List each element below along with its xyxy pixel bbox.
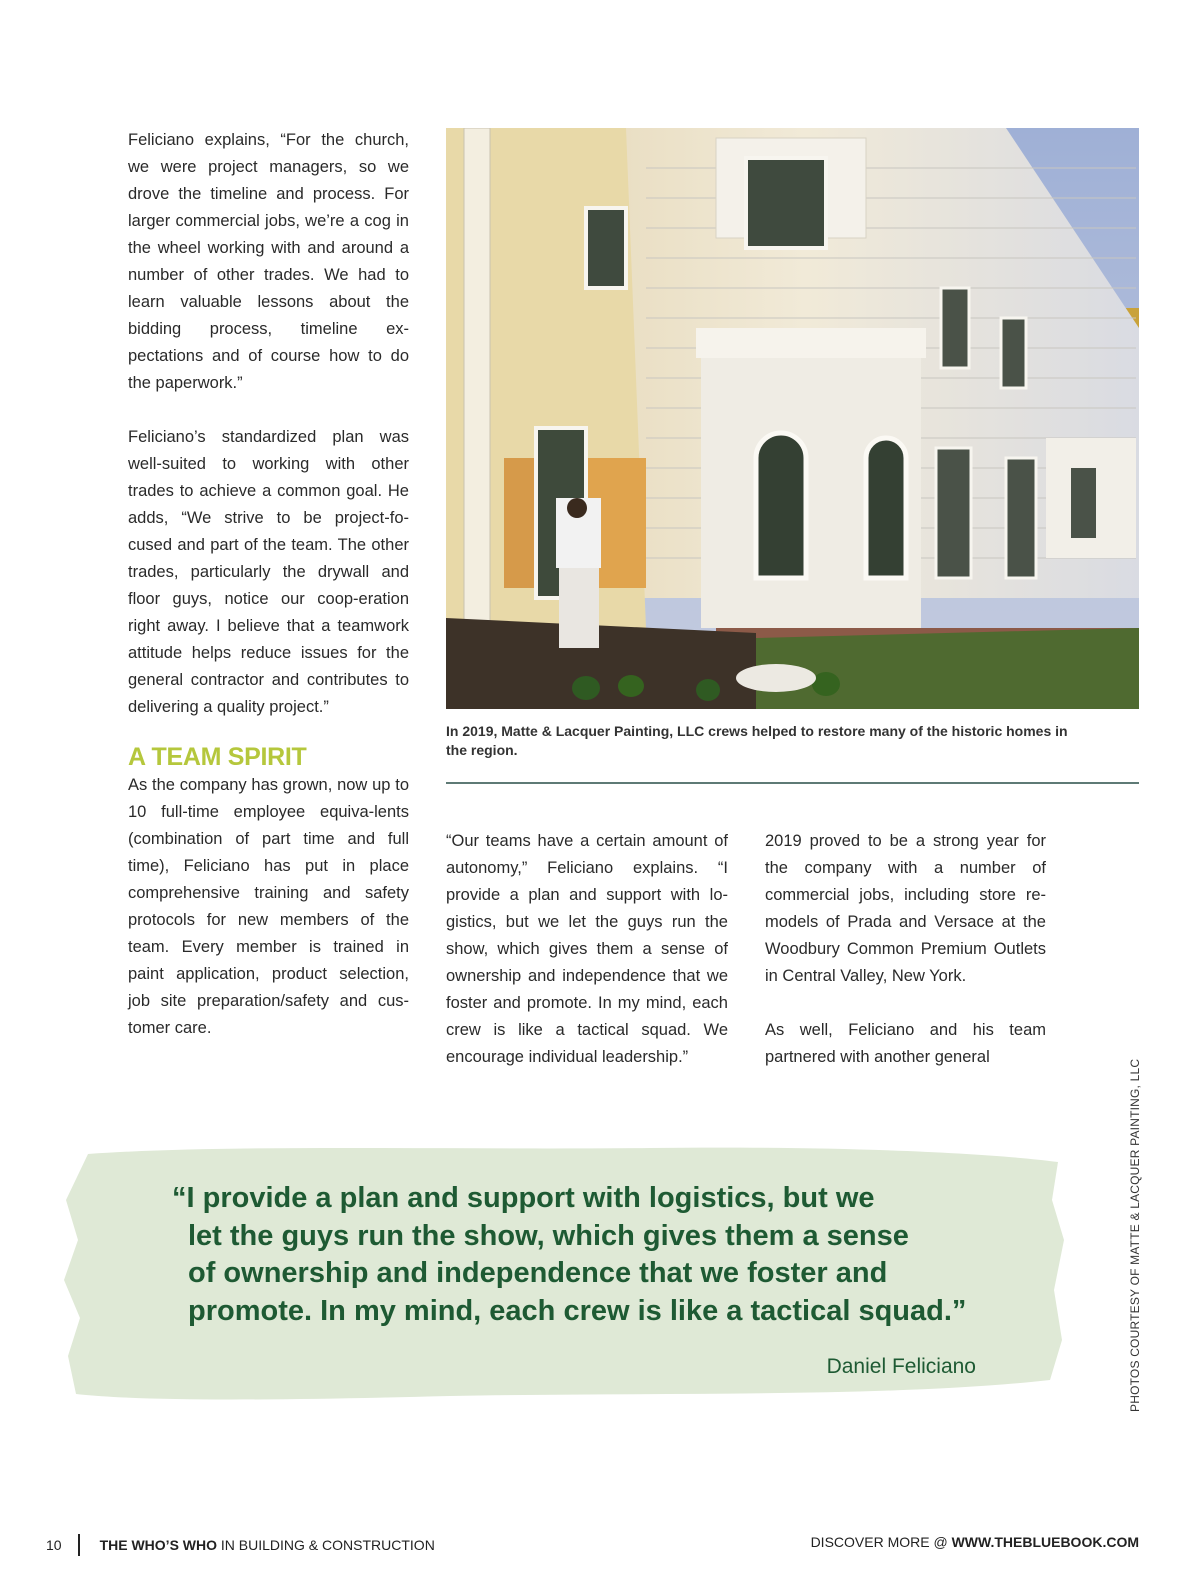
pull-quote-line: “I provide a plan and support with logistics, but we (172, 1182, 875, 1214)
footer-publication (46, 1534, 435, 1556)
body-paragraph: As the company has grown, now up to 10 full-time employee equiva-lents (combination of part time and full time), Feliciano has put in place comprehensive training and safety protocols for new members of the team. Every member is trained in paint application, product selection, job site preparation/safety and cus-tomer care. (128, 776, 409, 1037)
body-paragraph: Feliciano explains, “For the church, we were project managers, so we drove the timeline and process. For larger commercial jobs, we’re a cog in the wheel working with and around a number of other trades. We had to learn valuable lessons about the bidding process, timeline ex-pectations and of course how to do the paperwork.” (128, 131, 409, 392)
body-paragraph: “Our teams have a certain amount of autonomy,” Feliciano explains. “I provide a plan and support with lo-gistics, but we let the guys run the show, which gives them a sense of ownership and independence that we foster and promote. In my mind, each crew is like a tactical squad. We encourage individual leadership.” (446, 832, 728, 1066)
body-paragraph: Feliciano’s standardized plan was well-suited to working with other trades to achieve a common goal. He adds, “We strive to be project-fo-cused and part of the team. The other trades, particularly the drywall and floor guys, notice our coop-eration right away. I believe that a teamwork attitude helps reduce issues for the general contractor and contributes to delivering a quality project.” (128, 428, 409, 716)
pull-quote-line: promote. In my mind, each crew is like a tactical squad.” (188, 1294, 967, 1327)
footer-discover (811, 1534, 1139, 1550)
quote-attribution: Daniel Feliciano (826, 1355, 976, 1378)
divider-rule (446, 782, 1139, 784)
historic-house-photo (446, 128, 1139, 709)
article-column-3 (765, 828, 1046, 1098)
photo-credit: PHOTOS COURTESY OF MATTE & LACQUER PAINTING, LLC (1128, 1058, 1142, 1412)
publication-name: THE WHO’S WHO (99, 1537, 218, 1553)
pull-quote-line: of ownership and independence that we foster and (188, 1257, 888, 1289)
section-heading: A TEAM SPIRIT (128, 743, 307, 771)
pull-quote (172, 1180, 992, 1330)
publication-subtitle: IN BUILDING & CONSTRUCTION (217, 1537, 435, 1553)
pull-quote-line: let the guys run the show, which gives them a sense (188, 1219, 909, 1252)
body-paragraph: 2019 proved to be a strong year for the company with a number of commercial jobs, including store re-models of Prada and Versace at the Woodbury Common Premium Outlets in Central Valley, New York. (765, 832, 1046, 985)
footer-divider (78, 1534, 80, 1556)
article-column-1 (128, 127, 409, 1069)
website-link[interactable]: WWW.THEBLUEBOOK.COM (951, 1534, 1139, 1550)
body-paragraph: As well, Feliciano and his team partnered with another general (765, 1021, 1046, 1066)
discover-label: DISCOVER MORE @ (810, 1534, 952, 1550)
photo-caption: In 2019, Matte & Lacquer Painting, LLC crews helped to restore many of the historic homes in the region. (446, 723, 1068, 758)
article-column-2 (446, 828, 728, 1098)
page-number: 10 (46, 1537, 62, 1553)
